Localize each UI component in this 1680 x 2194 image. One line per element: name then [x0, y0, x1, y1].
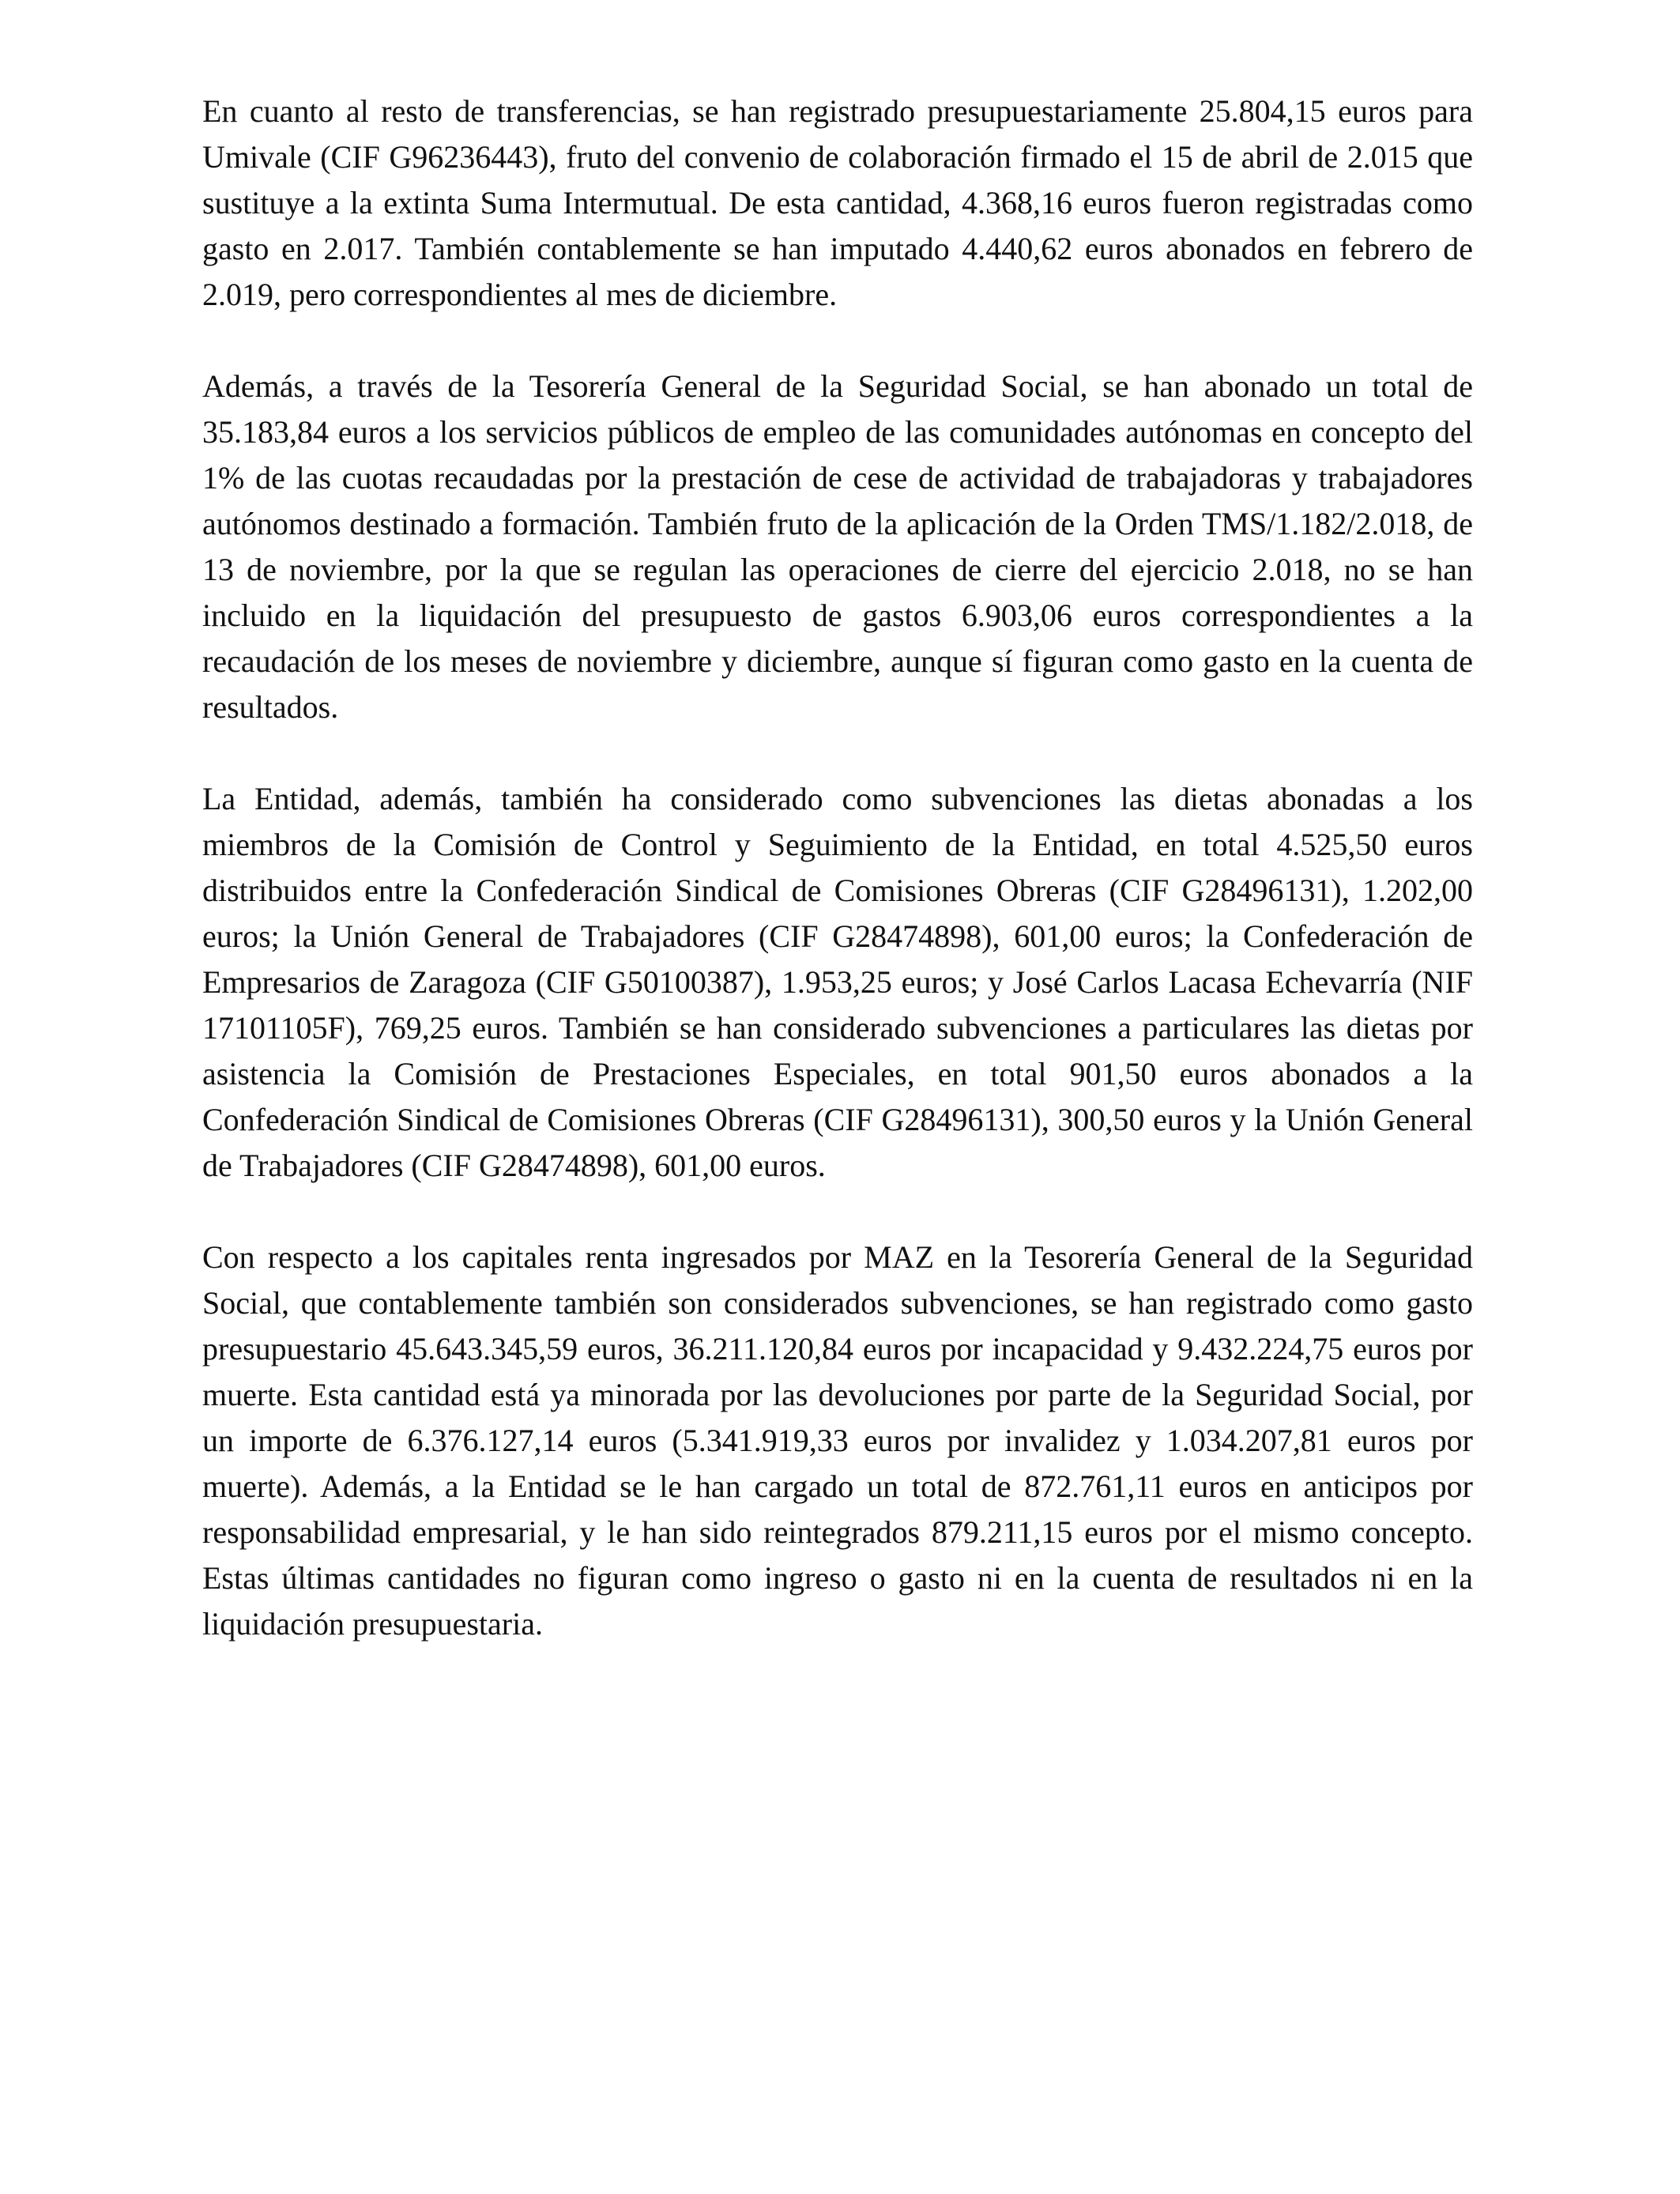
paragraph-dietas-comision-control: La Entidad, además, también ha considerado como subvenciones las dietas abonadas a los miembros de la Comisión de Control y Seguimiento de la Entidad, en total 4.525,50 euros distribuidos entre la Confederación Sindical de Comisiones Obreras (CIF G28496131), 1.202,00 euros; la Unión General de Trabajadores (CIF G28474898), 601,00 euros; la Confederación de Empresarios de Zaragoza (CIF G50100387), 1.953,25 euros; y José Carlos Lacasa Echevarría (NIF 17101105F), 769,25 euros. También se han considerado subvenciones a particulares las dietas por asistencia la Comisión de Prestaciones Especiales, en total 901,50 euros abonados a la Confederación Sindical de Comisiones Obreras (CIF G28496131), 300,50 euros y la Unión General de Trabajadores (CIF G28474898), 601,00 euros. — [202, 781, 1473, 1183]
paragraph-transferencias-umivale: En cuanto al resto de transferencias, se han registrado presupuestariamente 25.804,15 euros para Umivale (CIF G96236443), fruto del convenio de colaboración firmado el 15 de abril de 2.015 que sustituye a la extinta Suma Intermutual. De esta cantidad, 4.368,16 euros fueron registradas como gasto en 2.017. También contablemente se han imputado 4.440,62 euros abonados en febrero de 2.019, pero correspondientes al mes de diciembre. — [202, 93, 1473, 312]
document-body — [202, 89, 1473, 1693]
paragraph-tesoreria-servicios-empleo: Además, a través de la Tesorería General de la Seguridad Social, se han abonado un total de 35.183,84 euros a los servicios públicos de empleo de las comunidades autónomas en concepto del 1% de las cuotas recaudadas por la prestación de cese de actividad de trabajadoras y trabajadores autónomos destinado a formación. También fruto de la aplicación de la Orden TMS/1.182/2.018, de 13 de noviembre, por la que se regulan las operaciones de cierre del ejercicio 2.018, no se han incluido en la liquidación del presupuesto de gastos 6.903,06 euros correspondientes a la recaudación de los meses de noviembre y diciembre, aunque sí figuran como gasto en la cuenta de resultados. — [202, 368, 1473, 725]
paragraph-capitales-renta-maz: Con respecto a los capitales renta ingresados por MAZ en la Tesorería General de la Seguridad Social, que contablemente también son considerados subvenciones, se han registrado como gasto presupuestario 45.643.345,59 euros, 36.211.120,84 euros por incapacidad y 9.432.224,75 euros por muerte. Esta cantidad está ya minorada por las devoluciones por parte de la Seguridad Social, por un importe de 6.376.127,14 euros (5.341.919,33 euros por invalidez y 1.034.207,81 euros por muerte). Además, a la Entidad se le han cargado un total de 872.761,11 euros en anticipos por responsabilidad empresarial, y le han sido reintegrados 879.211,15 euros por el mismo concepto. Estas últimas cantidades no figuran como ingreso o gasto ni en la cuenta de resultados ni en la liquidación presupuestaria. — [202, 1239, 1473, 1642]
